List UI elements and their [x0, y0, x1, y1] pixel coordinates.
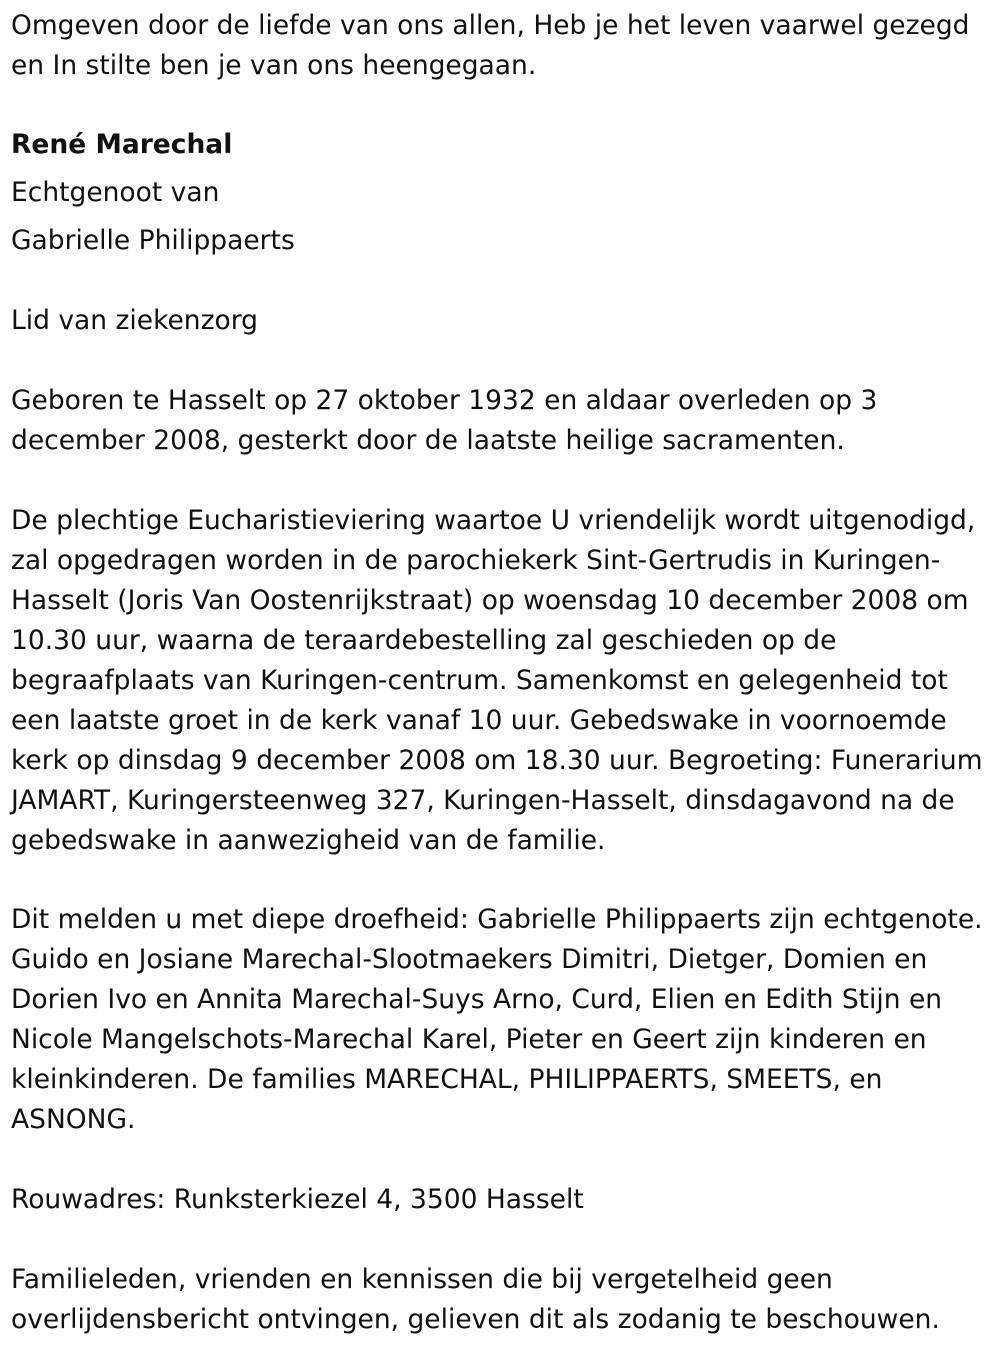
- address-text: Rouwadres: Runksterkiezel 4, 3500 Hasselt: [11, 1184, 584, 1215]
- family-text: Dit melden u met diepe droefheid: Gabrielle Philippaerts zijn echtgenote. Guido en Josiane Marechal-Slootmaekers Dimitri, Dietger, Domien en Dorien Ivo en Annita Marechal-Suys Arno, Curd, Elien en Edith Stijn en Nicole Mangelschots-Marechal Karel, Pieter en Geert zijn kinderen en kleinkinderen. De families MARECHAL, PHILIPPAERTS, SMEETS, en ASNONG.: [11, 904, 983, 1135]
- membership-text: Lid van ziekenzorg: [11, 305, 258, 336]
- deceased-name: René Marechal: [11, 129, 233, 160]
- ceremony-text: De plechtige Eucharistieviering waartoe U vriendelijk wordt uitgenodigd, zal opgedragen worden in de parochiekerk Sint-Gertrudis in Kuringen-Hasselt (Joris Van Oostenrijkstraat) op woensdag 10 december 2008 om 10.30 uur, waarna de teraardebestelling zal geschieden op de begraafplaats van Kuringen-centrum. Samenkomst en gelegenheid tot een laatste groet in de kerk vanaf 10 uur. Gebedswake in voornoemde kerk op dinsdag 9 december 2008 om 18.30 uur. Begroeting: Funerarium JAMART, Kuringersteenweg 327, Kuringen-Hasselt, dinsdagavond na de gebedswake in aanwezigheid van de familie.: [11, 505, 983, 856]
- intro-text: Omgeven door de liefde van ons allen, Heb je het leven vaarwel gezegd en In stilte ben je van ons heengegaan.: [11, 10, 970, 81]
- closing-text: Familieleden, vrienden en kennissen die bij vergetelheid geen overlijdensbericht ontvingen, gelieven dit als zodanig te beschouwen.: [11, 1264, 940, 1335]
- spouse-name: Gabrielle Philippaerts: [11, 225, 295, 256]
- relation-label: Echtgenoot van: [11, 177, 220, 208]
- birth-death-text: Geboren te Hasselt op 27 oktober 1932 en aldaar overleden op 3 december 2008, gesterkt door de laatste heilige sacramenten.: [11, 385, 878, 456]
